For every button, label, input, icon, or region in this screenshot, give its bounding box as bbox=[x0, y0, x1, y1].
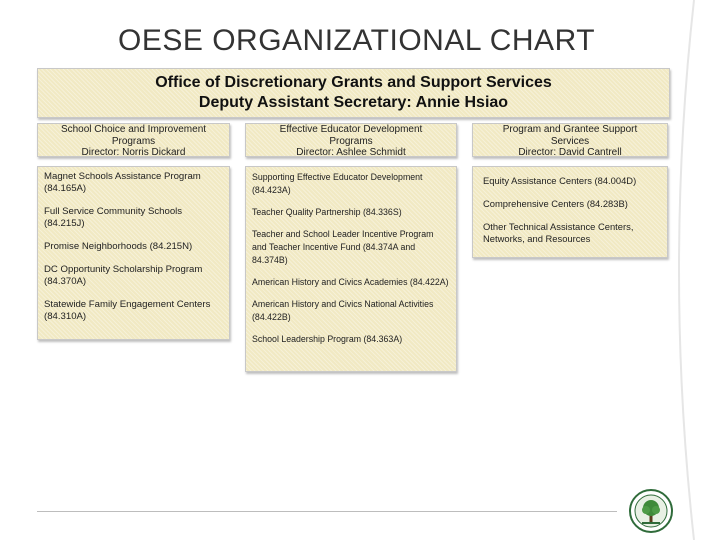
program-item: Supporting Effective Educator Development (84.423A) bbox=[252, 172, 423, 195]
column-head-line: School Choice and Improvement bbox=[60, 124, 207, 135]
program-item: Promise Neighborhoods (84.215N) bbox=[44, 241, 193, 252]
column-head-line: Program and Grantee Support bbox=[502, 124, 638, 135]
column-head-effective-educator bbox=[245, 123, 457, 157]
column-head-director: Director: Norris Dickard bbox=[81, 147, 186, 158]
column-head-grantee-support bbox=[472, 123, 668, 157]
column-head-line: Programs bbox=[111, 135, 156, 147]
column-head-director: Director: David Cantrell bbox=[518, 147, 622, 158]
office-name: Office of Discretionary Grants and Support Services bbox=[155, 74, 552, 91]
program-item: Full Service Community Schools (84.215J) bbox=[44, 206, 183, 229]
program-item: Teacher and School Leader Incentive Program and Teacher Incentive Fund (84.374A and 84.374B) bbox=[252, 229, 434, 265]
column-head-school-choice bbox=[37, 123, 230, 157]
program-item: DC Opportunity Scholarship Program (84.370A) bbox=[44, 264, 203, 287]
column-head-director: Director: Ashlee Schmidt bbox=[296, 147, 406, 158]
program-item: American History and Civics Academies (84.422A) bbox=[252, 277, 449, 287]
column-head-line: Services bbox=[550, 135, 590, 147]
program-item: Other Technical Assistance Centers, Networks, and Resources bbox=[483, 221, 634, 244]
column-body-school-choice bbox=[37, 166, 230, 340]
program-item: American History and Civics National Activities (84.422B) bbox=[252, 299, 434, 322]
program-item: Teacher Quality Partnership (84.336S) bbox=[252, 207, 402, 217]
column-body-grantee-support bbox=[472, 166, 668, 258]
department-seal-icon bbox=[628, 488, 674, 534]
program-item: Equity Assistance Centers (84.004D) bbox=[483, 175, 637, 186]
program-item: Magnet Schools Assistance Program (84.165A) bbox=[44, 171, 201, 194]
program-item: Comprehensive Centers (84.283B) bbox=[483, 198, 628, 209]
column-body-effective-educator bbox=[245, 166, 457, 372]
page-title: OESE ORGANIZATIONAL CHART bbox=[118, 24, 596, 57]
column-head-line: Programs bbox=[329, 135, 373, 147]
header-box bbox=[37, 68, 670, 118]
column-head-line: Effective Educator Development bbox=[279, 124, 423, 135]
deputy-assistant-secretary: Deputy Assistant Secretary: Annie Hsiao bbox=[198, 94, 509, 111]
program-item: School Leadership Program (84.363A) bbox=[252, 334, 403, 344]
footer-divider bbox=[37, 511, 617, 512]
program-item: Statewide Family Engagement Centers (84.310A) bbox=[44, 299, 211, 322]
